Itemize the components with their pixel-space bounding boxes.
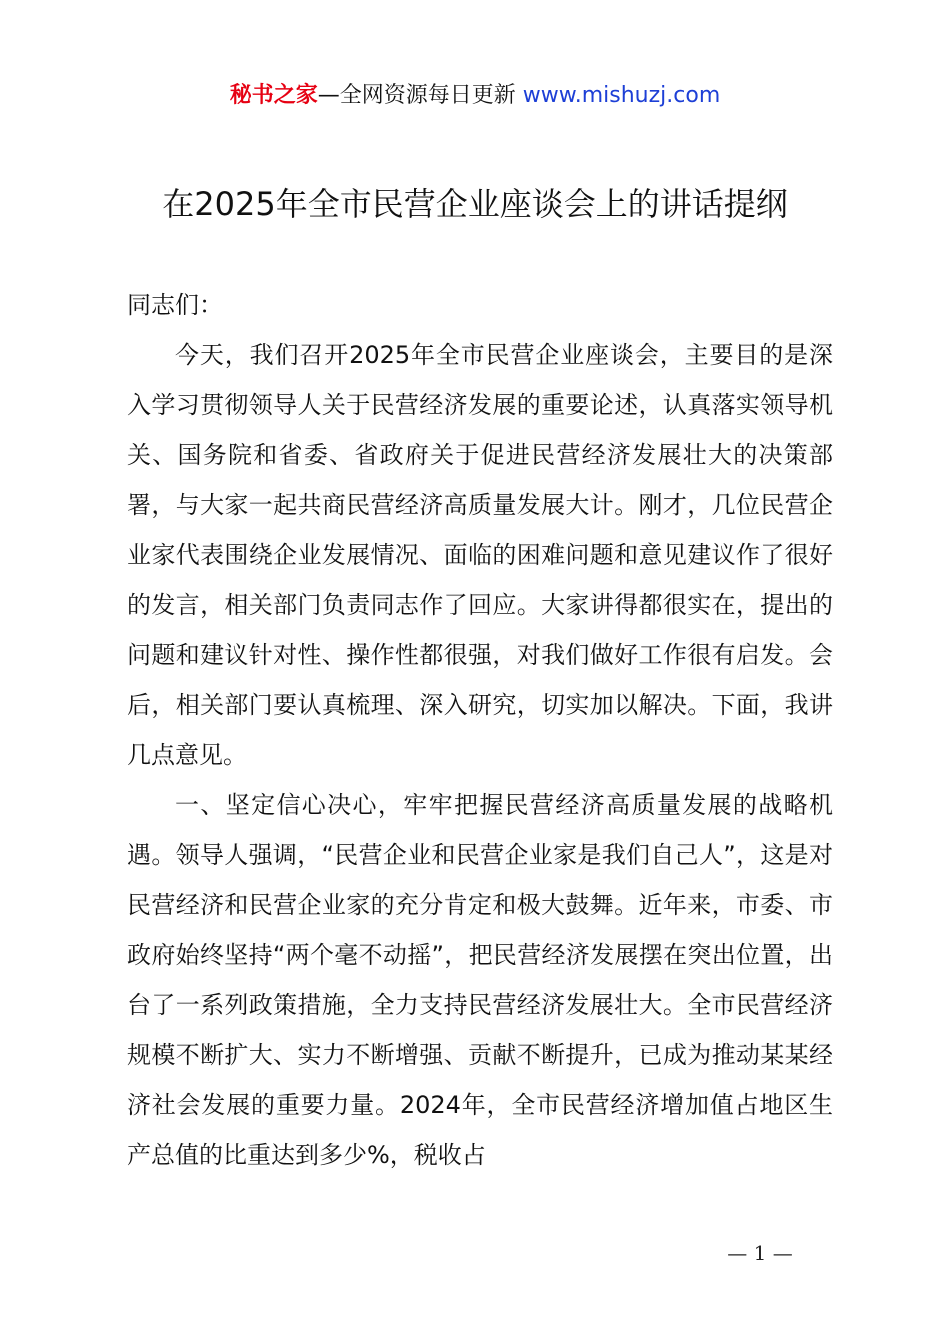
document-title: 在2025年全市民营企业座谈会上的讲话提纲 (162, 185, 788, 223)
site-brand: 秘书之家 (229, 83, 318, 108)
page-number: — 1 — (727, 1241, 793, 1265)
site-slogan: —全网资源每日更新 (317, 83, 516, 108)
paragraph-section-one: 一、坚定信心决心，牢牢把握民营经济高质量发展的战略机遇。领导人强调，“民营企业和民营企业家是我们自己人”，这是对民营经济和民营企业家的充分肯定和极大鼓舞。近年来，市委、市政府始终坚持“两个毫不动摇”，把民营经济发展摆在突出位置，出台了一系列政策措施，全力支持民营经济发展壮大。全市民营经济规模不断扩大、实力不断增强、贡献不断提升，已成为推动某某经济社会发展的重要力量。2024年，全市民营经济增加值占地区生产总值的比重达到多少%，税收占 (127, 791, 833, 1169)
salutation: 同志们： (127, 291, 223, 319)
paragraph-opening: 今天，我们召开2025年全市民营企业座谈会，主要目的是深入学习贯彻领导人关于民营经济发展的重要论述，认真落实领导机关、国务院和省委、省政府关于促进民营经济发展壮大的决策部署，与大家一起共商民营经济高质量发展大计。刚才，几位民营企业家代表围绕企业发展情况、面临的困难问题和意见建议作了很好的发言，相关部门负责同志作了回应。大家讲得都很实在，提出的问题和建议针对性、操作性都很强，对我们做好工作很有启发。会后，相关部门要认真梳理、深入研究，切实加以解决。下面，我讲几点意见。 (127, 341, 833, 769)
document-body (127, 280, 833, 1180)
site-url-link[interactable]: www.mishuzj.com (522, 83, 721, 108)
site-header (0, 80, 950, 112)
